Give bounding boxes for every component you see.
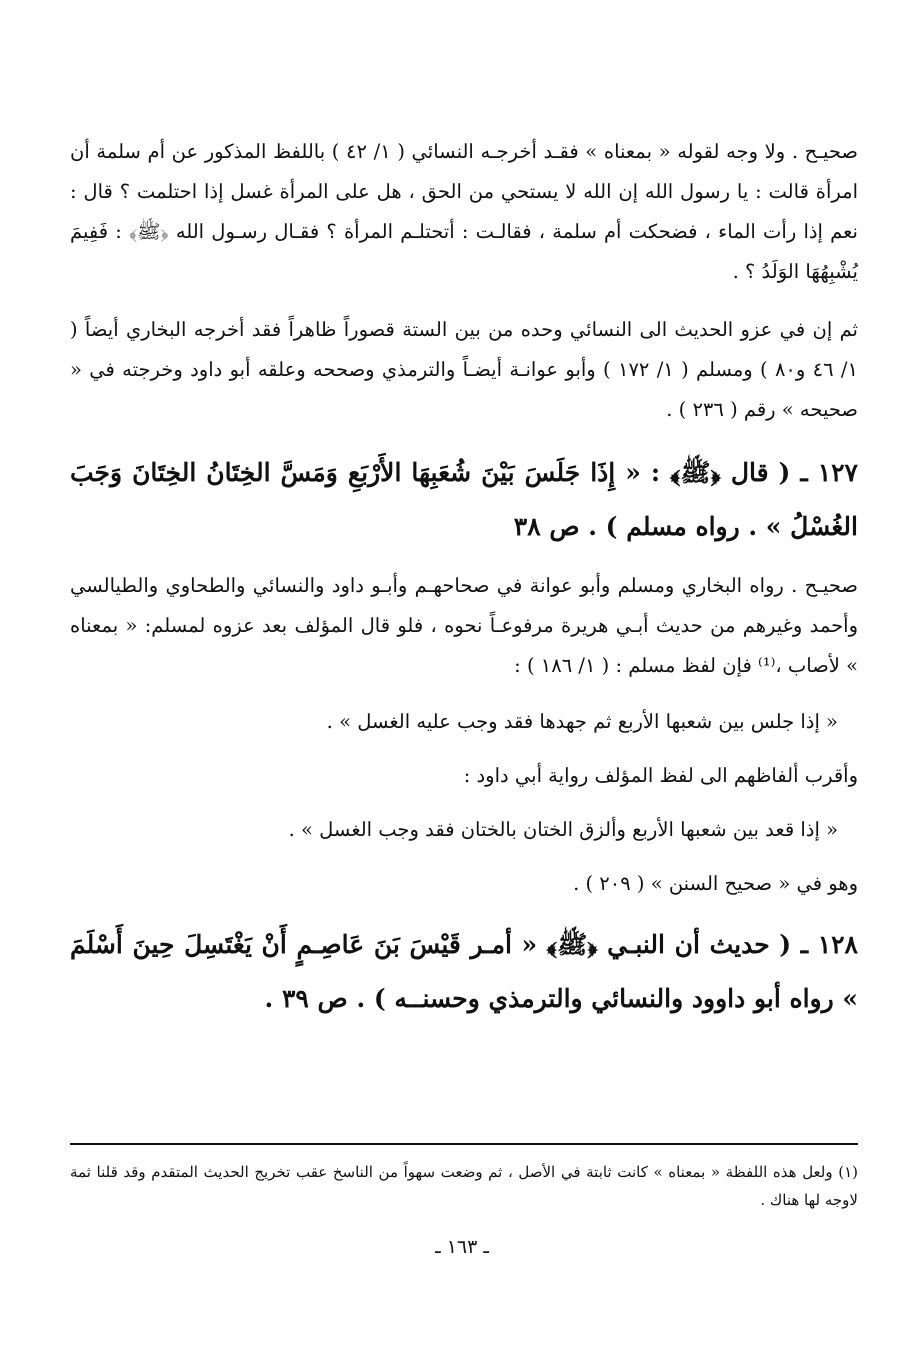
quoted-narration-abu-dawud: « إذا قعد بين شعبها الأربع وألزق الختان بالختان فقد وجب الغسل » . bbox=[288, 818, 838, 841]
paragraph-hadith-127-grading: صحيـح . رواه البخاري ومسلم وأبو عوانة في صحاحهـم وأبـو داود والنسائي والطحاوي والطيالسي وأحمد وغيرهم من حديث أبـي هريرة مرفوعـاً نحوه ، فلو قال المؤلف بعد عزوه لمسلم: « بمعناه » لأصاب ،⁽¹⁾ فإن لفظ مسلم : ( ١/ ١٨٦ ) : bbox=[70, 574, 858, 677]
footnote-divider bbox=[70, 1143, 858, 1145]
hadith-entry-128: ١٢٨ ـ ( حديث أن النبـي ﴿ﷺ﴾ « أمـر قَيْسَ بَنَ عَاصِـمٍ أَنْ يَغْتَسِلَ حِينَ أَسْلَمَ » رواه أبو داوود والنسائي والترمذي وحسنــه ) . ص ٣٩ . bbox=[70, 930, 858, 1013]
paragraph-hadith-126-grading: صحيـح . ولا وجه لقوله « بمعناه » فقـد أخرجـه النسائي ( ١/ ٤٢ ) باللفظ المذكور عن أم سلمة أن امرأة قالت : يا رسول الله إن الله لا يستحي من الحق ، هل على المرأة غسل إذا احتلمت ؟ قال : نعم إذا رأت الماء ، فضحكت أم سلمة ، فقالـت : أتحتلـم المرأة ؟ فقـال رسـول الله ﴿ﷺ﴾ : فَفِيمَ يُشْبِهُهَا الوَلَدُ ؟ . bbox=[70, 140, 858, 283]
quoted-narration-muslim: « إذا جلس بين شعبها الأربع ثم جهدها فقد وجب عليه الغسل » . bbox=[326, 710, 838, 733]
page-number: ـ ١٦٣ ـ bbox=[435, 1236, 489, 1258]
hadith-entry-127: ١٢٧ ـ ( قال ﴿ﷺ﴾ : « إِذَا جَلَسَ بَيْنَ شُعَبِهَا الأَرْبَعِ وَمَسَّ الخِتَانُ الخِتَانَ وَجَبَ الغُسْلُ » . رواه مسلم ) . ص ٣٨ bbox=[70, 458, 858, 541]
paragraph-abu-dawud-intro: وأقرب ألفاظهم الى لفظ المؤلف رواية أبي داود : bbox=[463, 764, 858, 787]
paragraph-sahih-sunan-ref: وهو في « صحيح السنن » ( ٢٠٩ ) . bbox=[573, 872, 858, 895]
paragraph-takhrij-note: ثم إن في عزو الحديث الى النسائي وحده من بين الستة قصوراً ظاهراً فقد أخرجه البخاري أيضاً ( ١/ ٤٦ و٨٠ ) ومسلم ( ١/ ١٧٢ ) وأبو عوانـة أيضـاً والترمذي وصححه وعلقه أبو داود وخرجته في « صحيحه » رقم ( ٢٣٦ ) . bbox=[70, 318, 858, 421]
footnote-1: (١) ولعل هذه اللفظة « بمعناه » كانت ثابتة في الأصل ، ثم وضعت سهواً من الناسخ عقب تخريج الحديث المتقدم وقد قلنا ثمة لاوجه لها هناك . bbox=[70, 1163, 858, 1209]
